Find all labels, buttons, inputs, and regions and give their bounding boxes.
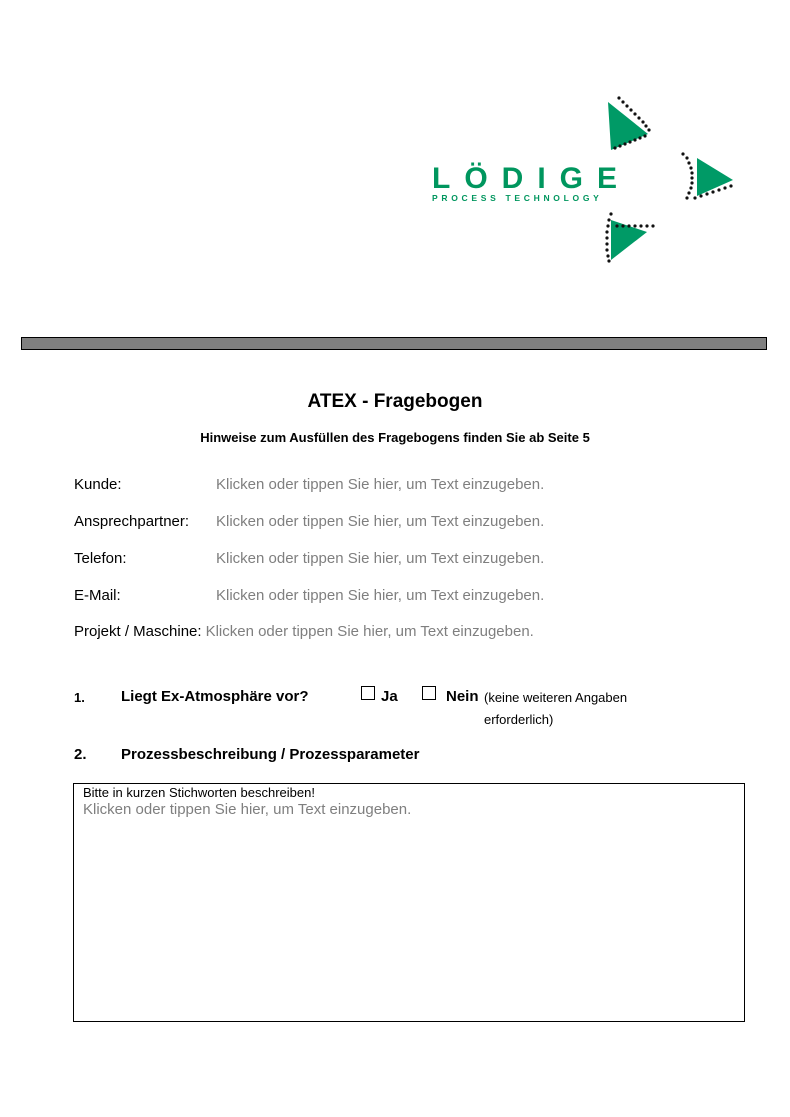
field-projekt [74,623,534,640]
process-description-hint: Bitte in kurzen Stichworten beschreiben! [83,785,315,800]
question-1-text: Liegt Ex-Atmosphäre vor? [121,688,309,705]
page-title: ATEX - Fragebogen [307,391,483,412]
field-projekt-label: Projekt / Maschine: [74,623,202,640]
field-telefon-label: Telefon: [74,550,127,567]
field-ansprechpartner [74,513,545,530]
field-kunde [74,476,545,493]
field-email-label: E-Mail: [74,587,121,604]
logo-arrow-bottom [605,212,654,262]
checkbox-nein[interactable] [422,686,436,700]
question-2-text: Prozessbeschreibung / Prozessparameter [121,746,420,763]
process-description-box[interactable] [73,783,745,1022]
logo-tagline: PROCESS TECHNOLOGY [432,193,603,203]
field-projekt-input[interactable]: Klicken oder tippen Sie hier, um Text einzugeben. [205,623,534,640]
checkbox-nein-label: Nein [446,688,479,705]
process-description-input[interactable]: Klicken oder tippen Sie hier, um Text einzugeben. [83,801,412,818]
logo-arrow-right [681,152,733,199]
field-ansprechpartner-input[interactable]: Klicken oder tippen Sie hier, um Text einzugeben. [216,513,545,530]
field-ansprechpartner-label: Ansprechpartner: [74,513,190,530]
header-divider-bar [21,337,767,350]
loedige-logo [425,92,745,267]
field-kunde-input[interactable]: Klicken oder tippen Sie hier, um Text einzugeben. [216,476,545,493]
logo-arrow-top [608,96,651,150]
nein-note-line1: (keine weiteren Angaben [484,690,628,705]
checkbox-ja-label: Ja [381,688,398,705]
field-kunde-label: Kunde: [74,476,122,493]
field-email [74,587,545,604]
logo-brand: LÖDIGE [432,162,632,195]
checkbox-ja[interactable] [361,686,375,700]
field-email-input[interactable]: Klicken oder tippen Sie hier, um Text einzugeben. [216,587,545,604]
nein-note-line2: erforderlich) [484,712,554,727]
question-2-number: 2. [74,746,87,763]
field-telefon [74,550,545,567]
question-1-number: 1. [74,690,85,705]
page-subtitle: Hinweise zum Ausfüllen des Fragebogens finden Sie ab Seite 5 [200,430,590,445]
field-telefon-input[interactable]: Klicken oder tippen Sie hier, um Text einzugeben. [216,550,545,567]
